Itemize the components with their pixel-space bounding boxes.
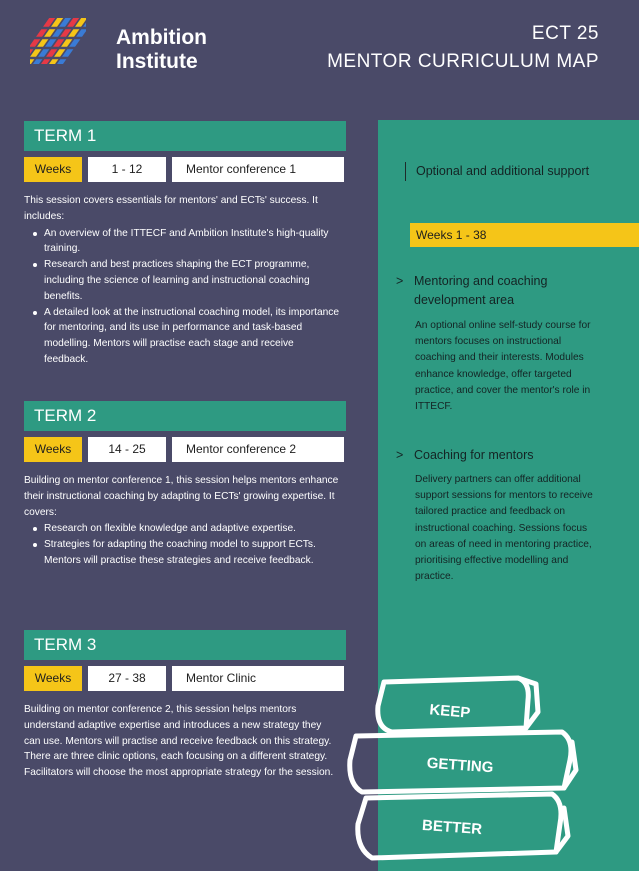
logo-stripes-icon bbox=[30, 14, 86, 72]
term-1-description bbox=[24, 193, 340, 368]
term-2-intro: Building on mentor conference 1, this session helps mentors enhance their instructional coaching by adapting to ECTs' growing expertise. It covers: bbox=[24, 475, 339, 518]
bullet-item: An overview of the ITTECF and Ambition Institute's high-quality training. bbox=[24, 226, 340, 258]
optional-weeks-bar: Weeks 1 - 38 bbox=[410, 223, 639, 247]
chevron-right-icon: > bbox=[396, 274, 404, 288]
bullet-item: Strategies for adapting the coaching model to support ECTs. Mentors will practise these strategies and receive feedback. bbox=[24, 537, 340, 569]
term-1-heading: TERM 1 bbox=[24, 121, 346, 151]
ambition-institute-logo bbox=[30, 14, 207, 74]
term-1-bullets bbox=[24, 226, 340, 368]
book-text-getting: GETTING bbox=[426, 754, 494, 777]
mentoring-development-heading bbox=[396, 272, 596, 310]
weeks-range: 27 - 38 bbox=[88, 666, 166, 691]
term-1-weeks-row bbox=[24, 157, 344, 182]
book-text-better: BETTER bbox=[421, 816, 483, 839]
bullet-item: Research and best practices shaping the ECT programme, including the science of learning and instructional coaching benefits. bbox=[24, 257, 340, 304]
coaching-for-mentors-title: Coaching for mentors bbox=[414, 448, 534, 462]
title-line-1: ECT 25 bbox=[531, 23, 599, 44]
session-title: Mentor conference 1 bbox=[172, 157, 344, 182]
brand-line-2: Institute bbox=[116, 50, 198, 73]
term-3-intro: Building on mentor conference 2, this session helps mentors understand adaptive expertise and introduces a new strategy they can use. Mentors will practise and receive feedback on this strategy. There are three clinic options, each focusing on a different strategy. Facilitators will choose the most appropriate strategy for the session. bbox=[24, 704, 334, 779]
books-stack-illustration bbox=[342, 670, 582, 870]
optional-support-heading: Optional and additional support bbox=[405, 162, 605, 181]
weeks-range: 14 - 25 bbox=[88, 437, 166, 462]
coaching-for-mentors-heading bbox=[396, 446, 596, 465]
weeks-label: Weeks bbox=[24, 157, 82, 182]
brand-line-1: Ambition bbox=[116, 26, 207, 49]
bullet-item: Research on flexible knowledge and adaptive expertise. bbox=[24, 521, 340, 537]
mentoring-development-body: An optional online self-study course for mentors focuses on instructional coaching and their interests. Modules enhance knowledge, offer targeted practice, and cover the mentor's role in ITTECF. bbox=[415, 320, 591, 413]
term-1-intro: This session covers essentials for mentors' and ECTs' success. It includes: bbox=[24, 195, 318, 222]
weeks-label: Weeks bbox=[24, 437, 82, 462]
term-3-description bbox=[24, 702, 340, 781]
mentoring-development-title: Mentoring and coaching development area bbox=[414, 274, 548, 307]
session-title: Mentor Clinic bbox=[172, 666, 344, 691]
book-text-keep: KEEP bbox=[428, 701, 471, 722]
coaching-for-mentors-body: Delivery partners can offer additional support sessions for mentors to receive tailored practice and feedback on instructional coaching. Sessions focus on areas of need in mentoring practice, prioritising effective modelling and practice. bbox=[415, 474, 593, 583]
bullet-item: A detailed look at the instructional coaching model, its importance for mentoring, and its use in performance and task-based modelling. Mentors will practise each stage and receive feedback. bbox=[24, 305, 340, 368]
term-2-description bbox=[24, 473, 340, 569]
chevron-right-icon: > bbox=[396, 448, 404, 462]
title-line-2: MENTOR CURRICULUM MAP bbox=[327, 51, 599, 72]
term-2-weeks-row bbox=[24, 437, 344, 462]
page-title bbox=[327, 20, 599, 76]
weeks-range: 1 - 12 bbox=[88, 157, 166, 182]
term-3-heading: TERM 3 bbox=[24, 630, 346, 660]
term-2-heading: TERM 2 bbox=[24, 401, 346, 431]
brand-name bbox=[116, 26, 207, 74]
weeks-label: Weeks bbox=[24, 666, 82, 691]
session-title: Mentor conference 2 bbox=[172, 437, 344, 462]
term-2-bullets bbox=[24, 521, 340, 568]
term-3-weeks-row bbox=[24, 666, 344, 691]
